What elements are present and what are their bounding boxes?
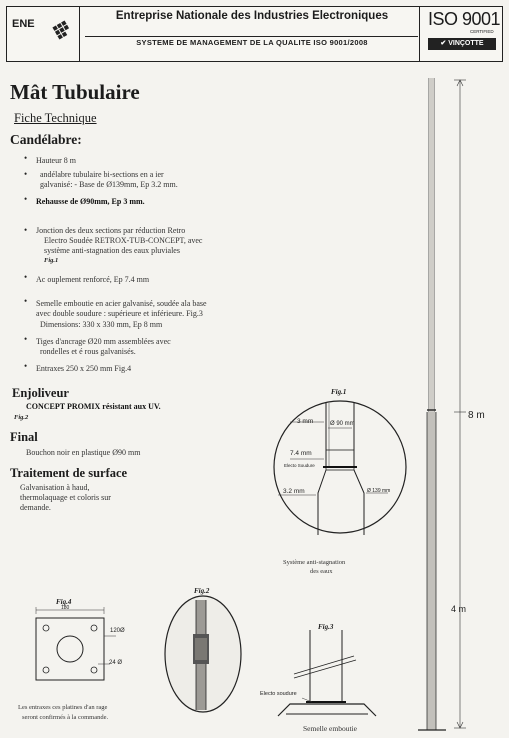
fig3-weld: Electo soudure [260,691,297,697]
fig4-label: Fig.4 [56,598,72,606]
fig-ref: Fig.1 [44,257,59,264]
bullet-icon: • [24,361,28,371]
traitement-text: demande. [20,503,51,512]
page-title: Mât Tubulaire [10,80,140,104]
page-subtitle: Fiche Technique [14,111,97,125]
fig4-dim-right: 120Ø [110,628,125,634]
fig1-weld: Electo Soudure [284,463,315,468]
bullet-icon: • [24,296,28,306]
pole-total-height: 8 m [468,410,485,421]
fig4-dim-hole: 24 Ø [109,660,123,666]
fig1-dim-top: 3 mm [297,418,314,425]
ene-logo-text: ENE [12,18,35,30]
traitement-text: Galvanisation à haud, [20,483,90,492]
pole-lower-height: 4 m [451,604,467,614]
spec-line: Electro Soudée RETROX-TUB-CONCEPT, avec [44,236,203,245]
fig4-caption: Les entraxes ces platines d'an rage [18,704,108,711]
candelabre-heading: Candélabre: [10,132,82,147]
fig4-dim-top: 180 [61,605,70,611]
fig3-label: Fig.3 [318,623,334,631]
bullet-icon: • [24,272,28,282]
traitement-heading: Traitement de surface [10,466,128,480]
pole-drawing [410,72,505,734]
iso-certified: CERTIFIED [470,29,494,34]
header-divider [79,7,80,61]
fig4-baseplate-diagram [24,606,124,686]
enjoliveur-heading: Enjoliveur [12,386,69,400]
iso-number: ISO 9001 [428,9,501,29]
fig3-semelle-diagram [272,628,392,722]
check-icon: ✔ [440,40,449,47]
spec-line: Rehausse de Ø90mm, Ep 3 mm. [36,197,145,206]
fig1-caption: des eaux [310,568,333,575]
traitement-text: thermolaquage et coloris sur [20,493,111,502]
header-divider [85,36,418,37]
spec-line: Entraxes 250 x 250 mm Fig.4 [36,364,132,373]
spec-line: système anti-stagnation des eaux pluviales [44,246,180,255]
bullet-icon: • [24,169,28,179]
qms-title: SYSTEME DE MANAGEMENT DE LA QUALITE ISO 9001/2008 [136,38,368,47]
fig3-caption: Semelle emboutie [303,724,357,733]
certifier-badge [428,38,496,50]
fig4-caption: seront confirmés à la commande. [22,714,109,721]
spec-line: Jonction des deux sections par réduction Retro [36,226,186,235]
company-name: Entreprise Nationale des Industries Electroniques [115,10,389,22]
spec-line: Dimensions: 330 x 330 mm, Ep 8 mm [40,320,163,329]
spec-line: andélabre tubulaire bi-sections en a ier [40,170,164,179]
fig1-dia-bot: Ø 139 mm [367,488,391,494]
fig-ref: Fig.2 [14,414,29,421]
ene-logo-icon [52,20,72,40]
fig1-caption: Système anti-stagnation [283,559,346,566]
spec-line: avec double soudure : supérieure et inférieure. Fig.3 [36,309,203,318]
spec-line: Tiges d'ancrage Ø20 mm assemblées avec [36,337,171,346]
certifier-name: VINÇOTTE [448,40,484,47]
bullet-icon: • [24,194,28,204]
fig2-label: Fig.2 [194,587,210,595]
fig1-label: Fig.1 [331,388,347,396]
fig1-dim-bot: 3.2 mm [283,488,305,495]
fig1-dia-top: Ø 90 mm [330,421,355,427]
fig1-dim-mid: 7.4 mm [290,450,312,457]
bullet-icon: • [24,153,28,163]
bullet-icon: • [24,334,28,344]
spec-line: Semelle emboutie en acier galvanisé, soudée ala base [36,299,207,308]
enjoliveur-text: CONCEPT PROMIX résistant aux UV. [26,402,161,411]
spec-line: galvanisé: - Base de Ø139mm, Ep 3.2 mm. [40,180,178,189]
final-text: Bouchon noir en plastique Ø90 mm [26,448,141,457]
final-heading: Final [10,430,38,444]
spec-line: Hauteur 8 m [36,156,76,165]
spec-line: Ac ouplement renforcé, Ep 7.4 mm [36,275,150,284]
header-divider [419,7,420,61]
bullet-icon: • [24,225,28,235]
fig2-enjoliveur-diagram [162,594,244,718]
spec-line: rondelles et é rous galvanisés. [40,347,136,356]
